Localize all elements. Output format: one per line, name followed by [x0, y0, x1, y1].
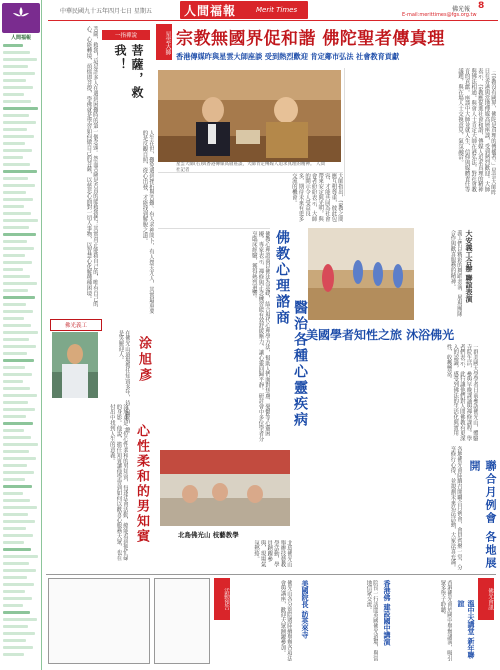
bottom-body-a: 院長一行訪問英國佛光道場，與當地信眾交流。: [365, 580, 378, 661]
strip-index-line: [3, 184, 35, 187]
strip-index-line: [3, 359, 34, 362]
taipei-photo-caption: 北島佛光山 枝藝教學: [178, 531, 239, 539]
main-subheadline: 香港傳媒昨與星雲大師座談 受到熱烈歡迎 肯定鄰市弘法 社會教育貢獻: [176, 52, 400, 61]
strip-index-line: [3, 604, 23, 607]
story-mind-headline-b: 醫治各種心靈疾病: [292, 300, 308, 428]
bottom-tag-activity: 活動預告: [214, 578, 230, 620]
profile-photo: [52, 332, 98, 398]
strip-index-line: [3, 408, 35, 411]
taipei-photo: [160, 450, 290, 526]
strip-index-line: [3, 65, 28, 68]
story-right-bottom-body: 各地佛光會陸續召開聯合月例會，會員齊聚一堂，分享修行心得，並規劃未來弘法活動，大家法喜充滿。: [449, 446, 462, 571]
strip-index-line: [3, 170, 37, 173]
strip-index-line: [3, 548, 31, 551]
main-photo: [158, 70, 341, 162]
strip-index-line: [3, 499, 30, 502]
strip-index-line: [3, 541, 24, 544]
strip-index-line: [3, 422, 33, 425]
strip-index-line: [3, 198, 33, 201]
dance-photo: [308, 228, 414, 320]
story-usa-body: 一群美國大學學者日前參訪佛光山，體驗寺院生活，參與早晚課誦與禪修課程。學者們表示，此行讓他們對人間佛教有更深入的認識，感受到佛法的生活化與實用性，收穫豐富。: [445, 344, 478, 442]
strip-index-line: [3, 254, 25, 257]
strip-index-line: [3, 520, 35, 523]
column-left-body: 菩薩，救我！這是許多人在遇到困難時的第一個念頭。然而菩薩是否真的能救我們？其實真正能救自己的，唯有自己的心。心能轉境，煩惱即菩提，學佛就是學習如何做自己的菩薩，以慈悲心面對一切人事物，以智慧心化解種種困境。: [85, 26, 98, 307]
story-usa-headline: 美國學者知性之旅 沐浴佛光: [306, 328, 455, 342]
profile-body: 涂旭彥是一位心性柔和的男知賓，每逢法會活動，總能看到他忙碌的身影。他說，擔任知賓讓他學習到如何以歡喜心服務大眾，也在付出中找到人生的意義。: [108, 404, 128, 561]
column-left-title: 菩薩，救我！: [113, 44, 144, 100]
strip-index-line: [3, 163, 30, 166]
bottom-tag-news: 佛光會訊: [478, 578, 494, 620]
story-dance-side-title: 大安義工合辦 聯誼表演: [465, 230, 474, 303]
bottom-row-rule: [46, 574, 496, 575]
bottom-ad-mid: [154, 578, 210, 664]
strip-index-line: [3, 93, 24, 96]
strip-index-line: [3, 429, 24, 432]
issue-date: 中華民國九十五年四月七日 星期五: [60, 8, 152, 15]
strip-index-line: [3, 415, 26, 418]
strip-index-line: [3, 513, 28, 516]
strip-index-line: [3, 485, 32, 488]
strip-index-line: [3, 534, 33, 537]
strip-index-line: [3, 471, 34, 474]
strip-index-line: [3, 338, 29, 341]
strip-index-line: [3, 345, 36, 348]
profile-name: 涂旭彥: [136, 336, 151, 384]
strip-index-line: [3, 44, 23, 47]
bottom-activity-body: 佛光山各分別院將陸續舉辦各項法會與講座，歡迎大眾踴躍參加。: [279, 580, 292, 661]
story-right-bottom-headline: 聯合月例會 各地展開: [468, 460, 497, 570]
strip-index-line: [3, 618, 37, 621]
strip-index-line: [3, 296, 35, 299]
strip-index-line: [3, 100, 31, 103]
strip-index-line: [3, 478, 25, 481]
bottom-body-b: 香港佛光會於國中舉辦講演，吸引眾多學子聆聽。: [439, 580, 452, 661]
strip-index-line: [3, 562, 29, 565]
strip-index-line: [3, 590, 25, 593]
bottom-ad-left: [48, 578, 150, 664]
strip-index-line: [3, 219, 38, 222]
story-dance-body: 義工們以精彩的舞蹈表演，展現團隊合作與歡喜服務的精神。: [449, 230, 462, 317]
strip-index-line: [3, 142, 25, 145]
strip-index-line: [3, 289, 28, 292]
strip-index-line: [3, 380, 23, 383]
strip-index-line: [3, 121, 36, 124]
main-photo-caption: 星雲大師(右)與香港傳媒高層座談，大師肯定傳媒人追求真理的精神。 人間社記者: [176, 162, 325, 173]
strip-index-line: [3, 597, 32, 600]
strip-index-line: [3, 128, 27, 131]
profile-tag: 佛光義工: [50, 319, 102, 331]
strip-index-line: [3, 653, 24, 656]
profile-intro: 在佛光山道場擔任知賓多年，待人親切，總是笑臉迎人。: [117, 330, 130, 433]
strip-index-line: [3, 261, 32, 264]
strip-index-line: [3, 226, 29, 229]
strip-index-line: [3, 58, 37, 61]
strip-index-line: [3, 317, 24, 320]
strip-index-line: [3, 583, 34, 586]
strip-index-line: [3, 114, 29, 117]
strip-index-line: [3, 527, 26, 530]
strip-index-line: [3, 331, 38, 334]
taipei-body: 北島佛光山舉辦技藝教學活動，學員踴躍參與，現場氣氛熱絡。: [253, 540, 292, 567]
strip-index-line: [3, 156, 23, 159]
bottom-headline-c: 溫中天講堂 新年聯誼: [457, 600, 476, 659]
column-left-body-2: 人生在世，難免遇到挫折與苦難。有人求神問卜，有人怨天尤人，其實最重要的是反觀自照，從心出發，才能找到解脫之道。: [141, 130, 154, 314]
strip-index-line: [3, 233, 36, 236]
strip-index-line: [3, 51, 30, 54]
strip-index-line: [3, 555, 38, 558]
strip-index-line: [3, 212, 31, 215]
strip-index-line: [3, 310, 33, 313]
strip-index-line: [3, 373, 32, 376]
main-kicker: 星雲大師: [156, 24, 172, 60]
strip-index-line: [3, 86, 33, 89]
strip-logo-text: 人間福報: [10, 35, 31, 41]
strip-index-line: [3, 247, 34, 250]
page-number: 8: [478, 1, 485, 11]
story-mind-body: 佛教心理諮商以佛法為基礎，結合現代心理學方法，幫助人們面對焦慮、憂鬱等心靈困擾。專家表示，禪修與正念練習能有效舒緩壓力，讓心靈回歸平靜。研討會中多位學者分享臨床經驗，獲得熱烈迴響。: [158, 228, 270, 446]
strip-index-line: [3, 401, 28, 404]
strip-index-line: [3, 464, 27, 467]
strip-index-line: [3, 576, 27, 579]
main-headline: 宗教無國界促和諧 佛陀聖者傳真理: [176, 29, 445, 49]
strip-index-line: [3, 324, 31, 327]
strip-index-line: [3, 506, 37, 509]
section-label: 佛光報: [452, 6, 471, 13]
main-story-body-right: 「宗教沒有國界，佛陀是真理的傳播者。」星雲大師昨日在香港與當地傳媒高層座談，受到熱烈歡迎。大師表示，宗教應促進社會和諧，傳媒人追求真理的精神與佛法相通。與會人士肯定大師在港弘法，對社會教育的貢獻。座談中大師並就人生、信仰與媒體責任等議題，與在場人士交換意見，氣氛融洽。: [344, 68, 496, 196]
strip-index-line: [3, 436, 31, 439]
lotus-icon: [13, 7, 29, 17]
strip-index-line: [3, 646, 33, 649]
strip-index-line: [3, 240, 27, 243]
column-left-tag: 一指禪說: [102, 30, 150, 40]
strip-index-line: [3, 492, 23, 495]
strip-index-line: [3, 632, 35, 635]
strip-index-line: [3, 72, 35, 75]
strip-index-line: [3, 639, 26, 642]
bottom-headline-a: 美國院長 訪英來寺: [301, 580, 310, 639]
strip-index-line: [3, 282, 37, 285]
bottom-headline-b: 香港佛 建設國中講演: [383, 580, 392, 646]
strip-index-line: [3, 303, 26, 306]
strip-index-line: [3, 191, 26, 194]
contact-email[interactable]: E-mail:merittimes@fgs.org.tw: [402, 12, 477, 18]
profile-title: 心性柔和的男知賓: [134, 424, 149, 544]
strip-index-line: [3, 569, 36, 572]
strip-index-line: [3, 443, 38, 446]
strip-index-line: [3, 149, 32, 152]
strip-index-line: [3, 625, 28, 628]
story-mind-headline-a: 佛教心理諮商: [274, 230, 290, 326]
masthead-subtitle: Merit Times: [256, 6, 298, 14]
masthead-title: 人間福報: [184, 4, 237, 18]
strip-index-line: [3, 352, 27, 355]
strip-index-line: [3, 205, 24, 208]
strip-index-line: [3, 387, 30, 390]
lotus-logo: [2, 3, 40, 33]
strip-index-line: [3, 611, 30, 614]
strip-index-line: [3, 107, 38, 110]
strip-index-line: [3, 275, 30, 278]
header-rule: [48, 20, 498, 21]
strip-index-line: [3, 177, 28, 180]
strip-index-line: [3, 450, 29, 453]
strip-index-line: [3, 79, 26, 82]
strip-index-line: [3, 394, 37, 397]
strip-index-line: [3, 366, 25, 369]
strip-index-line: [3, 135, 34, 138]
strip-index-line: [3, 268, 23, 271]
strip-index-line: [3, 457, 36, 460]
main-story-body-bottom: 大師指出，宗教之間應互相尊重，彼此包容，才能共同為社會帶來安定與光明。與會者紛紛表示，大師的開示令人受益良多，期待未來有更多交流的機會。: [158, 172, 343, 224]
